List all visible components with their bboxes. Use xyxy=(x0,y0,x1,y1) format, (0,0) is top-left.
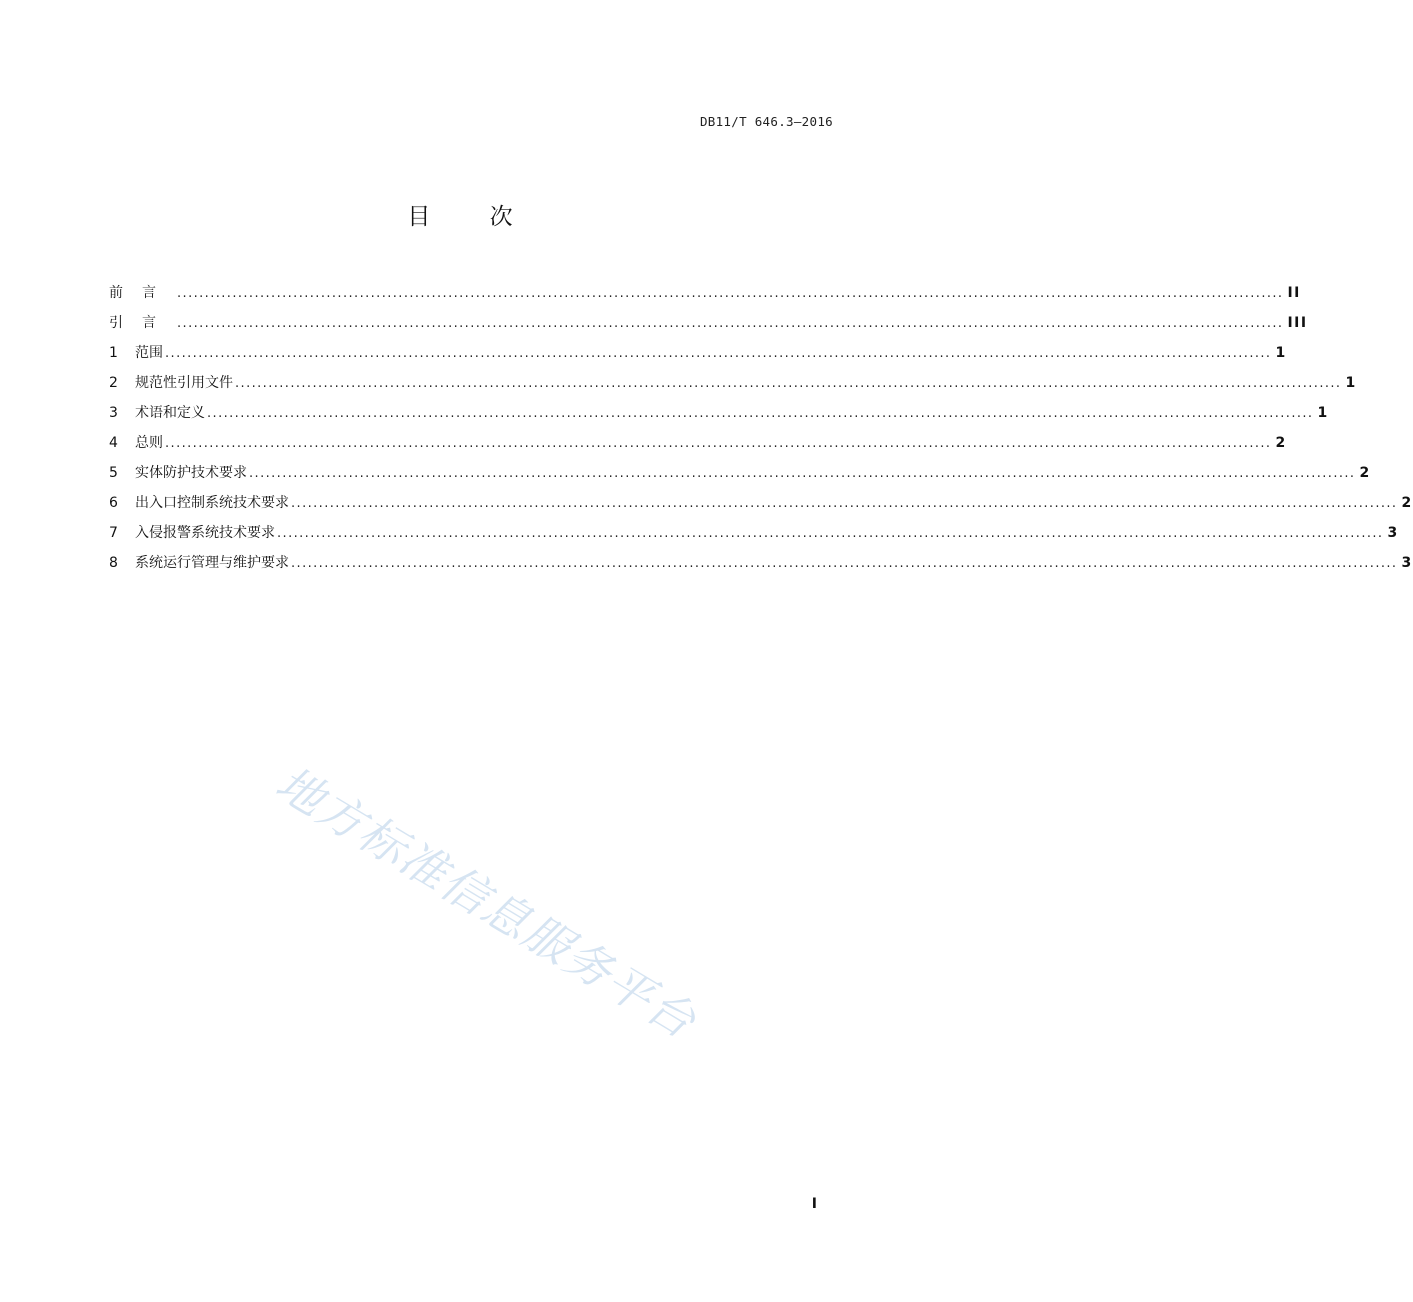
toc-leader-dots: ........................................................................................................................................................................................................ xyxy=(235,376,1342,391)
toc-entry[interactable] xyxy=(109,278,1301,308)
page-title-char-1: 目 xyxy=(407,204,431,230)
toc-leader-dots: ........................................................................................................................................................................................................ xyxy=(291,556,1398,571)
toc-entry-number: 5 xyxy=(109,465,118,481)
toc-entry-page: 2 xyxy=(1275,435,1287,451)
watermark: 地方标准信息服务平台 xyxy=(266,755,707,1050)
toc-entry-number: 4 xyxy=(109,435,118,451)
toc-entry-label: 实体防护技术要求 xyxy=(135,465,247,481)
toc-entry-page: 1 xyxy=(1275,345,1287,361)
toc-entry-label: 引言 xyxy=(109,315,175,331)
toc-entry-page: 2 xyxy=(1401,495,1413,511)
toc-entry-page: II xyxy=(1287,285,1301,301)
toc-entry-label: 范围 xyxy=(135,345,163,361)
toc-entry[interactable] xyxy=(109,548,1413,578)
page-number: I xyxy=(811,1196,817,1212)
toc-entry-page: 1 xyxy=(1345,375,1357,391)
toc-entry-label: 入侵报警系统技术要求 xyxy=(135,525,275,541)
page-title xyxy=(0,198,920,231)
toc-entry-number: 3 xyxy=(109,405,118,421)
page-title-char-2: 次 xyxy=(489,204,513,230)
toc-leader-dots: ........................................................................................................................................................................................................ xyxy=(291,496,1398,511)
toc-entry-page: 3 xyxy=(1387,525,1399,541)
table-of-contents xyxy=(109,278,1413,578)
toc-entry-number: 1 xyxy=(109,345,118,361)
toc-entry-label: 总则 xyxy=(135,435,163,451)
toc-entry[interactable] xyxy=(109,428,1287,458)
toc-entry[interactable] xyxy=(109,308,1308,338)
toc-leader-dots: ........................................................................................................................................................................................................ xyxy=(165,436,1272,451)
toc-entry-label: 前言 xyxy=(109,285,175,301)
toc-entry[interactable] xyxy=(109,518,1399,548)
toc-entry-page: III xyxy=(1287,315,1308,331)
toc-entry[interactable] xyxy=(109,458,1371,488)
toc-entry-page: 1 xyxy=(1317,405,1329,421)
toc-leader-dots: ........................................................................................................................................................................................................ xyxy=(277,526,1384,541)
toc-leader-dots: ........................................................................................................................................................................................................ xyxy=(165,346,1272,361)
toc-entry-label: 规范性引用文件 xyxy=(135,375,233,391)
toc-entry[interactable] xyxy=(109,488,1413,518)
toc-leader-dots: ........................................................................................................................................................................................................ xyxy=(177,286,1284,301)
toc-entry-page: 3 xyxy=(1401,555,1413,571)
toc-entry-number: 6 xyxy=(109,495,118,511)
toc-entry-label: 术语和定义 xyxy=(135,405,205,421)
toc-entry-label: 出入口控制系统技术要求 xyxy=(135,495,289,511)
toc-entry[interactable] xyxy=(109,398,1329,428)
document-code: DB11/T 646.3—2016 xyxy=(699,114,833,129)
toc-entry-page: 2 xyxy=(1359,465,1371,481)
toc-entry-label: 系统运行管理与维护要求 xyxy=(135,555,289,571)
toc-leader-dots: ........................................................................................................................................................................................................ xyxy=(207,406,1314,421)
toc-entry[interactable] xyxy=(109,368,1357,398)
toc-leader-dots: ........................................................................................................................................................................................................ xyxy=(177,316,1284,331)
toc-leader-dots: ........................................................................................................................................................................................................ xyxy=(249,466,1356,481)
toc-entry-number: 2 xyxy=(109,375,118,391)
toc-entry[interactable] xyxy=(109,338,1287,368)
toc-entry-number: 7 xyxy=(109,525,118,541)
toc-entry-number: 8 xyxy=(109,555,118,571)
